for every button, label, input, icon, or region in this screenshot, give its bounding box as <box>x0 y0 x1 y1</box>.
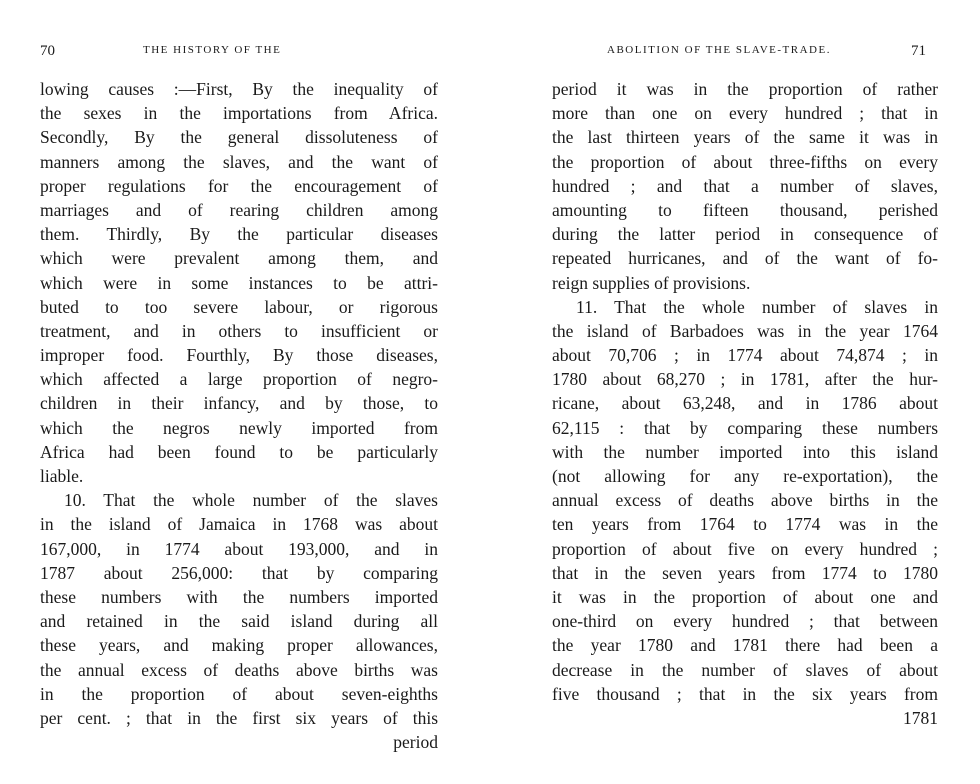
text-line: decrease in the number of slaves of about <box>552 659 938 680</box>
body-text <box>40 77 438 754</box>
text-line: liable. <box>40 466 84 486</box>
text-line: ricane, about 63,248, and in 1786 about <box>552 393 938 414</box>
text-line: manners among the slaves, and the want of <box>40 151 438 172</box>
text-line: 11. That the whole number of slaves in <box>576 296 938 317</box>
text-line: during the latter period in consequence of <box>552 224 938 245</box>
text-line: which the negros newly imported from <box>40 417 438 438</box>
text-line: it was in the proportion of about one and <box>552 586 938 607</box>
text-line: the island of Barbadoes was in the year 1764 <box>552 320 938 341</box>
text-line: the proportion of about three-fifths on every <box>552 151 938 172</box>
text-line: 10. That the whole number of the slaves <box>64 490 438 511</box>
page-number: 71 <box>911 43 926 59</box>
text-line: marriages and of rearing children among <box>40 199 438 220</box>
text-line: these years, and making proper allowances, <box>40 635 438 656</box>
text-line: (not allowing for any re-exportation), the <box>552 466 938 486</box>
running-head: THE HISTORY OF THE <box>143 44 282 56</box>
text-line: the sexes in the importations from Africa. <box>40 103 438 124</box>
text-line: 1780 about 68,270 ; in 1781, after the hur- <box>552 369 938 390</box>
text-line: which affected a large proportion of negro- <box>40 369 438 390</box>
text-line: per cent. ; that in the first six years of this <box>40 707 438 728</box>
text-line: buted to too severe labour, or rigorous <box>40 296 438 317</box>
text-line: annual excess of deaths above births in the <box>552 490 938 511</box>
text-line: reign supplies of provisions. <box>552 272 751 293</box>
text-line: in the proportion of about seven-eighths <box>40 683 438 704</box>
text-line: amounting to fifteen thousand, perished <box>552 199 938 220</box>
text-line: proper regulations for the encouragement of <box>40 175 438 196</box>
text-line: in the island of Jamaica in 1768 was about <box>40 514 438 535</box>
text-line: 62,115 : that by comparing these numbers <box>552 417 938 438</box>
text-line: which were prevalent among them, and <box>40 248 438 269</box>
text-line: proportion of about five on every hundred ; <box>552 538 938 559</box>
catchword: 1781 <box>903 707 938 728</box>
text-line: more than one on every hundred ; that in <box>552 103 938 124</box>
text-line: the last thirteen years of the same it was in <box>552 127 938 148</box>
text-line: hundred ; and that a number of slaves, <box>552 175 938 196</box>
right-page <box>490 0 980 784</box>
text-line: the annual excess of deaths above births was <box>40 659 438 680</box>
text-line: five thousand ; that in the six years from <box>552 683 938 704</box>
text-line: improper food. Fourthly, By those diseases, <box>40 345 438 366</box>
text-line: children in their infancy, and by those, to <box>40 393 438 414</box>
text-line: Africa had been found to be particularly <box>40 441 438 462</box>
text-line: that in the seven years from 1774 to 1780 <box>552 562 938 583</box>
text-line: repeated hurricanes, and of the want of fo- <box>552 248 938 269</box>
text-line: and retained in the said island during all <box>40 611 438 632</box>
text-line: with the number imported into this island <box>552 441 938 462</box>
text-line: the year 1780 and 1781 there had been a <box>552 635 938 656</box>
text-line: 167,000, in 1774 about 193,000, and in <box>40 538 438 559</box>
text-line: ten years from 1764 to 1774 was in the <box>552 514 938 535</box>
body-text <box>552 77 938 730</box>
text-line: about 70,706 ; in 1774 about 74,874 ; in <box>552 345 938 366</box>
text-line: them. Thirdly, By the particular diseases <box>40 224 438 245</box>
text-line: one-third on every hundred ; that between <box>552 611 938 632</box>
page-number: 70 <box>40 43 55 59</box>
text-line: Secondly, By the general dissoluteness of <box>40 127 438 148</box>
text-line: lowing causes :—First, By the inequality of <box>40 79 438 99</box>
text-line: 1787 about 256,000: that by comparing <box>40 562 438 583</box>
text-line: period it was in the proportion of rather <box>552 79 938 99</box>
running-head: ABOLITION OF THE SLAVE-TRADE. <box>607 44 831 56</box>
catchword: period <box>393 732 438 753</box>
text-line: which were in some instances to be attri- <box>40 272 438 293</box>
text-line: treatment, and in others to insufficient or <box>40 320 438 341</box>
text-line: these numbers with the numbers imported <box>40 586 438 607</box>
